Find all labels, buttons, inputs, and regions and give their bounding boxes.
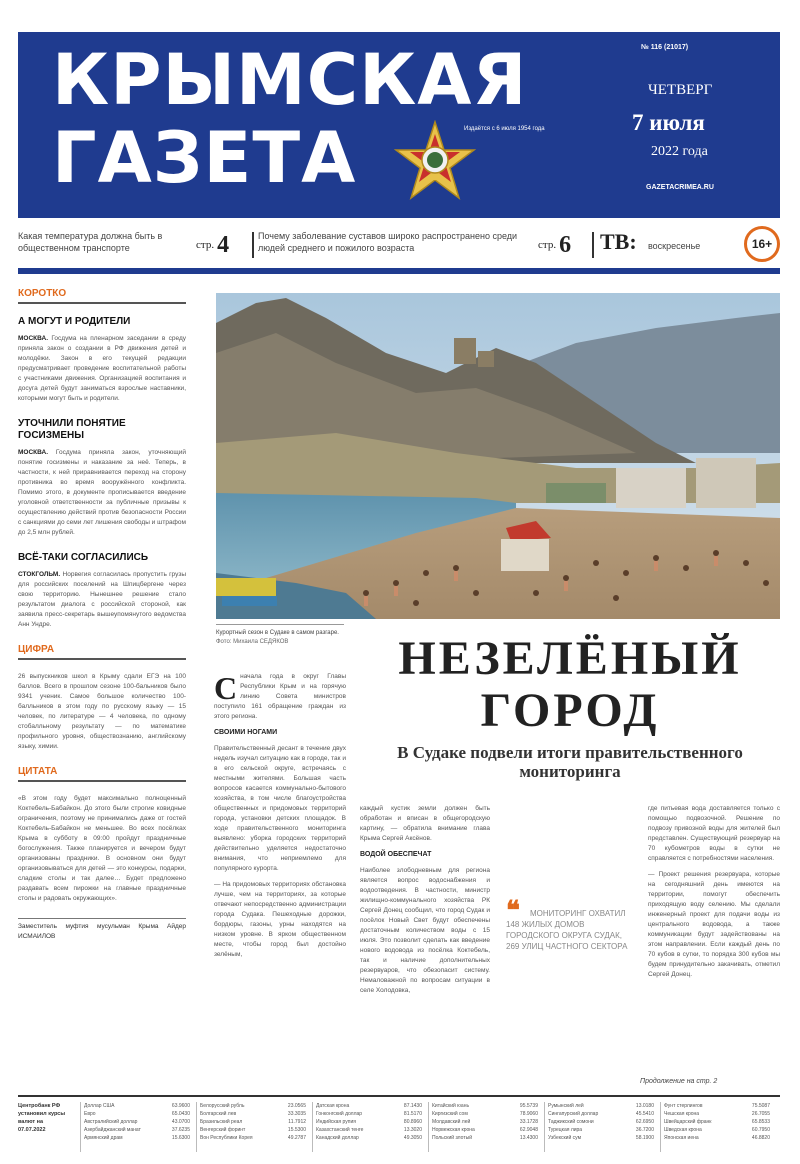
issue-year: 2022 года bbox=[651, 144, 708, 159]
currency-column bbox=[80, 1102, 190, 1152]
currency-rate: 49.2787 bbox=[287, 1135, 306, 1141]
brief-body bbox=[18, 448, 186, 538]
tv-label: ТВ: bbox=[600, 229, 637, 254]
currency-row bbox=[664, 1110, 770, 1118]
article-subheading: ВОДОЙ ОБЕСПЕЧАТ bbox=[360, 851, 432, 858]
age-rating-badge: 16+ bbox=[744, 226, 780, 262]
drop-cap: С bbox=[214, 672, 238, 706]
brief-text: Госдума на пленарном заседании в среду приняла закон о создании в РФ движения детей и молодёжи. Закон в его текущей редакции предусматривает проведение воспитательной работы с участниками движения. Организацией воспитания и досуга детей будут заниматься взрослые наставники, которыми могут быть и родители. bbox=[18, 335, 186, 402]
currency-name: Канадский доллар bbox=[316, 1135, 359, 1141]
teaser-divider bbox=[592, 232, 594, 258]
currency-name: Бразильский реал bbox=[200, 1119, 243, 1125]
currency-rate: 43.0700 bbox=[171, 1119, 190, 1125]
photo-caption bbox=[216, 624, 344, 647]
main-headline-block bbox=[360, 619, 780, 789]
currency-name: Румынский лей bbox=[548, 1103, 584, 1109]
article-subheadline: В Судаке подвели итоги правительственного мониторинга bbox=[397, 743, 743, 781]
teaser-divider bbox=[252, 232, 254, 258]
quote-author: Заместитель муфтия мусульман Крыма Айдер ИСМАИЛОВ bbox=[18, 918, 186, 942]
currency-rate: 58.1900 bbox=[635, 1135, 654, 1141]
currency-row bbox=[548, 1110, 654, 1118]
currency-name: Шведская крона bbox=[664, 1127, 702, 1133]
headline-line1[interactable]: НЕЗЕЛЁНЫЙ bbox=[398, 632, 742, 685]
currency-rate: 63.9600 bbox=[171, 1103, 190, 1109]
currency-name: Норвежская крона bbox=[432, 1127, 475, 1133]
currency-row bbox=[316, 1102, 422, 1110]
currency-rate: 11.7912 bbox=[288, 1119, 306, 1125]
quote-mark-icon: ❝ bbox=[506, 896, 520, 925]
divider-rule bbox=[18, 1095, 780, 1097]
dateline: СТОКГОЛЬМ. bbox=[18, 571, 61, 578]
teaser-2-text[interactable]: Почему заболевание суставов широко распространено среди людей среднего и пожилого возраста bbox=[258, 231, 518, 253]
currency-name: Швейцарский франк bbox=[664, 1119, 712, 1125]
currency-rate: 45.5410 bbox=[635, 1111, 654, 1117]
currency-rate: 75.5087 bbox=[751, 1103, 770, 1109]
headline-line2[interactable]: ГОРОД bbox=[480, 684, 660, 737]
currency-row bbox=[548, 1118, 654, 1126]
currency-name: Турецкая лира bbox=[548, 1127, 583, 1133]
currency-rate: 13.3020 bbox=[403, 1127, 422, 1133]
currency-name: Сингапурский доллар bbox=[548, 1111, 599, 1117]
newspaper-title-line1: КРЫМСКАЯ bbox=[52, 39, 528, 121]
currency-row bbox=[548, 1102, 654, 1110]
teaser-1-text[interactable]: Какая температура должна быть в общественном транспорте bbox=[18, 231, 163, 253]
currency-name: Японская иена bbox=[664, 1135, 699, 1141]
teaser-2-page-label: стр. bbox=[538, 239, 557, 251]
currency-rate: 62.9048 bbox=[519, 1127, 538, 1133]
currency-row bbox=[432, 1134, 538, 1142]
currency-row bbox=[84, 1110, 190, 1118]
brief-text: Госдума приняла закон, уточняющий понятие госизмены и наказание за неё. Теперь, в частности, к ней приравнивается переход на сторону противника во время вооружённого конфликта. Помимо этого, в документе прописывается введение уголовной ответственности за публичные призывы к осуществлению действий против безопасности России с санкциями до семи лет лишения свободы и штрафом до 2,5 млн рублей. bbox=[18, 449, 186, 536]
currency-row bbox=[200, 1134, 306, 1142]
currency-row bbox=[84, 1134, 190, 1142]
currency-name: Казахстанский тенге bbox=[316, 1127, 364, 1133]
currency-rate: 95.5739 bbox=[519, 1103, 538, 1109]
currency-row bbox=[432, 1118, 538, 1126]
issue-number: № 116 (21017) bbox=[641, 44, 689, 51]
currency-row bbox=[316, 1118, 422, 1126]
currency-name: Вон Республики Корея bbox=[200, 1135, 253, 1141]
currency-column bbox=[428, 1102, 538, 1152]
caption-text: Курортный сезон в Судаке в самом разгаре. bbox=[216, 630, 339, 636]
currency-name: Китайский юань bbox=[432, 1103, 470, 1109]
article-column-4 bbox=[648, 804, 780, 1074]
pull-quote-text: МОНИТОРИНГ ОХВАТИЛ 148 ЖИЛЫХ ДОМОВ ГОРОДСКОГО ОКРУГА СУДАК, 269 УЛИЦ ЧАСТНОГО СЕКТОРА bbox=[506, 909, 628, 951]
currency-rate: 13.4300 bbox=[519, 1135, 538, 1141]
brief-headline[interactable]: А МОГУТ И РОДИТЕЛИ bbox=[18, 316, 131, 327]
currency-name: Польский злотый bbox=[432, 1135, 473, 1141]
currency-column bbox=[660, 1102, 770, 1152]
sudak-beach-fortress-photo bbox=[216, 293, 780, 619]
currency-name: Гонконгский доллар bbox=[316, 1111, 363, 1117]
newspaper-title-line2: ГАЗЕТА bbox=[52, 117, 357, 199]
currency-row bbox=[548, 1126, 654, 1134]
section-heading-quote: ЦИТАТА bbox=[18, 766, 186, 782]
teaser-1-page-label: стр. bbox=[196, 239, 215, 251]
dateline: МОСКВА. bbox=[18, 335, 49, 342]
currency-rate: 15.5300 bbox=[287, 1127, 306, 1133]
left-news-column bbox=[18, 288, 186, 1098]
currency-name: Евро bbox=[84, 1111, 96, 1117]
currency-rate: 78.9060 bbox=[519, 1111, 538, 1117]
dateline: МОСКВА. bbox=[18, 449, 49, 456]
star-order-emblem-icon bbox=[392, 120, 478, 206]
brief-headline[interactable]: ВСЁ-ТАКИ СОГЛАСИЛИСЬ bbox=[18, 552, 149, 563]
section-heading-figure: ЦИФРА bbox=[18, 644, 186, 660]
currency-row bbox=[664, 1102, 770, 1110]
currency-rate: 81.5170 bbox=[403, 1111, 422, 1117]
brief-body bbox=[18, 334, 186, 404]
currency-row bbox=[84, 1118, 190, 1126]
currency-name: Болгарский лев bbox=[200, 1111, 237, 1117]
currency-row bbox=[664, 1134, 770, 1142]
currency-rate: 87.1430 bbox=[403, 1103, 422, 1109]
currency-rate: 15.6300 bbox=[171, 1135, 190, 1141]
currency-rate: 33.1728 bbox=[519, 1119, 538, 1125]
article-column-1 bbox=[214, 672, 346, 1072]
currency-row bbox=[316, 1110, 422, 1118]
currency-name: Венгерский форинт bbox=[200, 1127, 246, 1133]
currency-name: Датская крона bbox=[316, 1103, 350, 1109]
continued-on-page[interactable]: Продолжение на стр. 2 bbox=[640, 1078, 718, 1085]
currency-rate: 60.7950 bbox=[751, 1127, 770, 1133]
currency-name: Чешская крона bbox=[664, 1111, 700, 1117]
currency-column bbox=[544, 1102, 654, 1152]
currency-row bbox=[84, 1126, 190, 1134]
article-lead: начала года в округ Главы Республики Крым и на горячую линию Совета министров поступило 161 обращение граждан из этого региона. bbox=[214, 673, 346, 720]
article-paragraph: Правительственный десант в течение двух недель изучал ситуацию как в городе, так и в его сельской округе, встречаясь с местными жителями. Большая часть вопросов касается коммунально-бытового хозяйства, в том числе благоустройства общественных и придомовых территорий города, установки детских площадок. В ходе правительственного мониторинга выявлено: уборка городских территорий действительно уделяется недостаточно внимания, что неприемлемо для популярного курорта. bbox=[214, 745, 346, 872]
currency-row bbox=[200, 1118, 306, 1126]
article-paragraph: — Проект решения резервуара, которые на сегодняшний день имеются на территории, помогут обеспечить приходящую воду селению. Мы сделали инженерный проект для подачи воды из центрального водовода, а также коммуникации будут задействованы на этом направлении. Если каждый день по 70 кубов в сутки, то порядка 300 кубов мы будем принудительно закачивать, отметил Сергей Донец. bbox=[648, 871, 780, 978]
brief-text: Норвегия согласилась пропустить грузы для российских поселений на Шпицбергене через свою территорию. Нынешнее решение стало результатом диалога с российской стороной, как заявила пресс-секретарь вышеупомянутого ведомства Анн Ундре. bbox=[18, 571, 186, 628]
currency-rates-strip bbox=[18, 1102, 780, 1152]
brief-headline[interactable]: УТОЧНИЛИ ПОНЯТИЕ ГОСИЗМЕНЫ bbox=[18, 418, 126, 441]
currency-row bbox=[200, 1102, 306, 1110]
currency-row bbox=[84, 1102, 190, 1110]
quote-text: «В этом году будет максимально полноценный Коктебель-Бабайкон. До этого были строгие ковидные ограничения, поэтому не принимались даже от гостей Коктебель-Бабайкон не меньшее. Во всех посёлках Крыма в субботу в 09:00 пройдут праздничные богослужения. Также планируется и вечером будут организованы праздники. В основном они будут организовываться для детей — это конкурсы, подарки, сладкие столы и так далее… Будет предложено раздавать всем пирожки на главные праздничные столы и радовать окружающих». bbox=[18, 795, 186, 902]
figure-text: 26 выпускников школ в Крыму сдали ЕГЭ на 100 баллов. Всего в прошлом сезоне 100-бальников было 9341 ученик. Самое большое количество 100-балльников в этом году по русскому языку — 15 человек, по литературе — 4 человека, по одному стобалльному результату — по математике профильного уровня, обществознанию, английскому языку, химии. bbox=[18, 673, 186, 750]
article-column-2 bbox=[360, 804, 490, 1074]
currency-row bbox=[432, 1102, 538, 1110]
currency-rate: 65.8533 bbox=[751, 1119, 770, 1125]
currency-name: Доллар США bbox=[84, 1103, 115, 1109]
article-paragraph: — На придомовых территориях обстановка лучше, чем на территориях, за которые отвечают непосредственно администрации города Судака. Пешеходные дорожки, бордюры, газоны, урны находятся на низком уровне. В ярком общественном месте, чтобы город был достойно зелёным, bbox=[214, 881, 346, 958]
pull-quote bbox=[500, 896, 635, 990]
currency-rate: 37.6235 bbox=[171, 1127, 190, 1133]
currency-name: Таджикский сомони bbox=[548, 1119, 594, 1125]
article-paragraph: каждый кустик земли должен быть обработан и вписан в общегородскую картину, — обратила внимание глава Крыма Сергей Аксёнов. bbox=[360, 805, 490, 842]
currency-name: Фунт стерлингов bbox=[664, 1103, 703, 1109]
tv-note[interactable]: воскресенье bbox=[648, 241, 701, 251]
currency-row bbox=[664, 1118, 770, 1126]
currency-name: Индийская рупия bbox=[316, 1119, 356, 1125]
currency-rate: 62.6950 bbox=[635, 1119, 654, 1125]
currency-rate: 36.7200 bbox=[635, 1127, 654, 1133]
divider-rule bbox=[18, 268, 780, 274]
currency-row bbox=[200, 1110, 306, 1118]
masthead bbox=[18, 32, 780, 218]
currency-name: Азербайджанский манат bbox=[84, 1127, 141, 1133]
currency-row bbox=[548, 1134, 654, 1142]
photo-credit: Фото: Михаила СЕДЯКОВ bbox=[216, 639, 289, 645]
issue-weekday: ЧЕТВЕРГ bbox=[648, 82, 713, 98]
currency-row bbox=[432, 1126, 538, 1134]
currency-row bbox=[316, 1134, 422, 1142]
teaser-1-page bbox=[196, 232, 229, 259]
currency-name: Армянский драм bbox=[84, 1135, 123, 1141]
currency-rate: 49.3050 bbox=[403, 1135, 422, 1141]
currency-name: Киргизский сом bbox=[432, 1111, 468, 1117]
currency-row bbox=[200, 1126, 306, 1134]
currency-index-title: Центробанк РФ установил курсы валют на 07.07.2022 bbox=[18, 1103, 66, 1133]
currency-name: Молдавский лей bbox=[432, 1119, 471, 1125]
article-subheading: СВОИМИ НОГАМИ bbox=[214, 729, 278, 736]
currency-name: Австралийский доллар bbox=[84, 1119, 138, 1125]
currency-rate: 65.0430 bbox=[171, 1111, 190, 1117]
currency-row bbox=[316, 1126, 422, 1134]
currency-rate: 80.8960 bbox=[403, 1119, 422, 1125]
teaser-bar bbox=[18, 226, 780, 264]
article-paragraph: где питьевая вода доставляется только с помощью подвозочной. Решение по подвозу привозной воды для жителей был представлен. Существующий резервуар на 70 кубометров воды в сутки не справляется с потребностями населения. bbox=[648, 805, 780, 862]
teaser-1-page-number: 4 bbox=[217, 232, 230, 258]
currency-rate: 13.0180 bbox=[635, 1103, 654, 1109]
issue-date: 7 июля bbox=[632, 110, 705, 135]
currency-row bbox=[432, 1110, 538, 1118]
currency-rate: 26.7055 bbox=[751, 1111, 770, 1117]
teaser-2-page bbox=[538, 232, 571, 259]
founded-note: Издаётся с 6 июля 1954 года bbox=[464, 126, 545, 132]
currency-name: Белорусский рубль bbox=[200, 1103, 245, 1109]
section-heading-briefly: КОРОТКО bbox=[18, 288, 186, 304]
brief-body bbox=[18, 570, 186, 630]
currency-column bbox=[312, 1102, 422, 1152]
website-link[interactable]: GAZETACRIMEA.RU bbox=[646, 184, 714, 191]
currency-rate: 23.0565 bbox=[287, 1103, 306, 1109]
article-paragraph: Наиболее злободневным для региона является вопрос водоснабжения и водоотведения. В частности, министр жилищно-коммунального хозяйства РК Сергей Донец сообщил, что город Судак и посёлок Новый Свет будут обеспечены достаточным количеством воды с 15 июля. Это позволит сделать как введение нового водовода из посёлка Коктебель, так и наличие дополнительных резервуаров, что обезопасит систему. Немаловажной по вопросам ситуации в селе Холодовка, bbox=[360, 867, 490, 994]
currency-row bbox=[664, 1126, 770, 1134]
teaser-2-page-number: 6 bbox=[559, 232, 572, 258]
currency-column bbox=[196, 1102, 306, 1152]
currency-rate: 46.8820 bbox=[751, 1135, 770, 1141]
currency-rate: 33.3035 bbox=[287, 1111, 306, 1117]
currency-name: Узбекский сум bbox=[548, 1135, 582, 1141]
